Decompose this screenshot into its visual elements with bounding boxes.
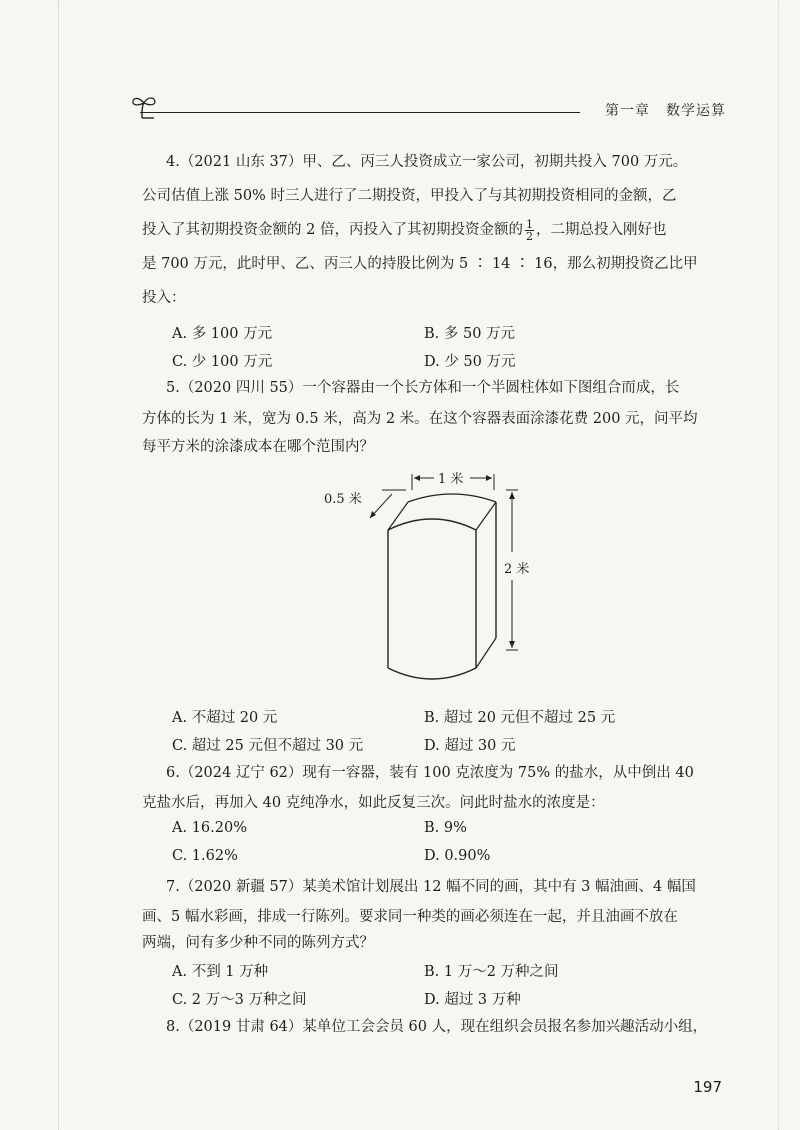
- q7-options-row-1: [172, 960, 732, 986]
- option-b: B. 9%: [424, 820, 467, 836]
- question-line: 公司估值上涨 50% 时三人进行了二期投资，甲投入了与其初期投资相同的金额，乙: [142, 188, 677, 204]
- width-label: 0.5 米: [324, 492, 362, 507]
- option-a: A. 不超过 20 元: [172, 710, 278, 726]
- q5-options-row-1: [172, 706, 732, 732]
- question-line: 4.（2021 山东 37）甲、乙、丙三人投资成立一家公司，初期共投入 700 万元。: [166, 154, 688, 170]
- option-c: C. 1.62%: [172, 848, 238, 864]
- question-line: 画、5 幅水彩画，排成一行陈列。要求同一种类的画必须连在一起，并且油画不放在: [142, 909, 678, 925]
- container-figure: [320, 468, 550, 698]
- option-a: A. 不到 1 万种: [172, 964, 269, 980]
- option-c: C. 超过 25 元但不超过 30 元: [172, 738, 364, 754]
- option-d: D. 超过 3 万种: [424, 992, 521, 1008]
- option-d: D. 少 50 万元: [424, 354, 516, 370]
- fraction-one-half: [525, 219, 534, 242]
- header-rule: [140, 112, 580, 113]
- height-label: 2 米: [504, 562, 530, 577]
- question-6: [142, 756, 722, 816]
- question-line: [142, 213, 722, 247]
- option-d: D. 0.90%: [424, 848, 491, 864]
- option-a: A. 16.20%: [172, 820, 247, 836]
- question-line: 5.（2020 四川 55）一个容器由一个长方体和一个半圆柱体如下图组合而成，长: [166, 380, 680, 396]
- option-b: B. 超过 20 元但不超过 25 元: [424, 710, 616, 726]
- question-line: 是 700 万元，此时甲、乙、丙三人的持股比例为 5 ∶ 14 ∶ 16，那么初期投资乙比甲: [142, 256, 698, 272]
- q4-options-row-1: [172, 322, 732, 348]
- option-d: D. 超过 30 元: [424, 738, 516, 754]
- question-line: 6.（2024 辽宁 62）现有一容器，装有 100 克浓度为 75% 的盐水，从中倒出 40: [166, 765, 694, 781]
- length-label: 1 米: [438, 472, 464, 487]
- option-b: B. 1 万～2 万种之间: [424, 964, 559, 980]
- question-line: 每平方米的涂漆成本在哪个范围内？: [142, 439, 374, 455]
- page-number: 197: [693, 1078, 722, 1096]
- question-text: ，二期总投入刚好也: [535, 222, 667, 238]
- question-line: 8.（2019 甘肃 64）某单位工会会员 60 人，现在组织会员报名参加兴趣活动小组，: [166, 1019, 708, 1035]
- option-c: C. 少 100 万元: [172, 354, 273, 370]
- question-line: 克盐水后，再加入 40 克纯净水，如此反复三次。问此时盐水的浓度是：: [142, 795, 605, 811]
- question-line: 投入：: [142, 290, 186, 306]
- question-text: 投入了其初期投资金额的 2 倍，丙投入了其初期投资金额的: [142, 222, 523, 238]
- option-a: A. 多 100 万元: [172, 326, 273, 342]
- fraction-numerator: 1: [525, 217, 533, 231]
- question-line: 两端，问有多少种不同的陈列方式？: [142, 935, 374, 951]
- question-line: 方体的长为 1 米，宽为 0.5 米，高为 2 米。在这个容器表面涂漆花费 200 元，问平均: [142, 411, 698, 427]
- q6-options-row-1: [172, 820, 732, 846]
- option-b: B. 多 50 万元: [424, 326, 516, 342]
- chapter-title: 数学运算: [666, 103, 726, 119]
- option-c: C. 2 万～3 万种之间: [172, 992, 307, 1008]
- fraction-denominator: 2: [525, 229, 533, 243]
- question-7: [142, 870, 722, 956]
- sprout-icon: [130, 94, 160, 120]
- chapter-heading: [605, 100, 726, 120]
- question-5: [142, 371, 722, 461]
- question-4: [142, 145, 722, 315]
- chapter-number: 第一章: [605, 103, 650, 119]
- scan-edge-right: [778, 0, 780, 1130]
- question-8: [142, 1010, 722, 1044]
- scan-edge-left: [58, 0, 60, 1130]
- page-header: [130, 94, 730, 124]
- question-line: 7.（2020 新疆 57）某美术馆计划展出 12 幅不同的画，其中有 3 幅油画、4 幅国: [166, 879, 696, 895]
